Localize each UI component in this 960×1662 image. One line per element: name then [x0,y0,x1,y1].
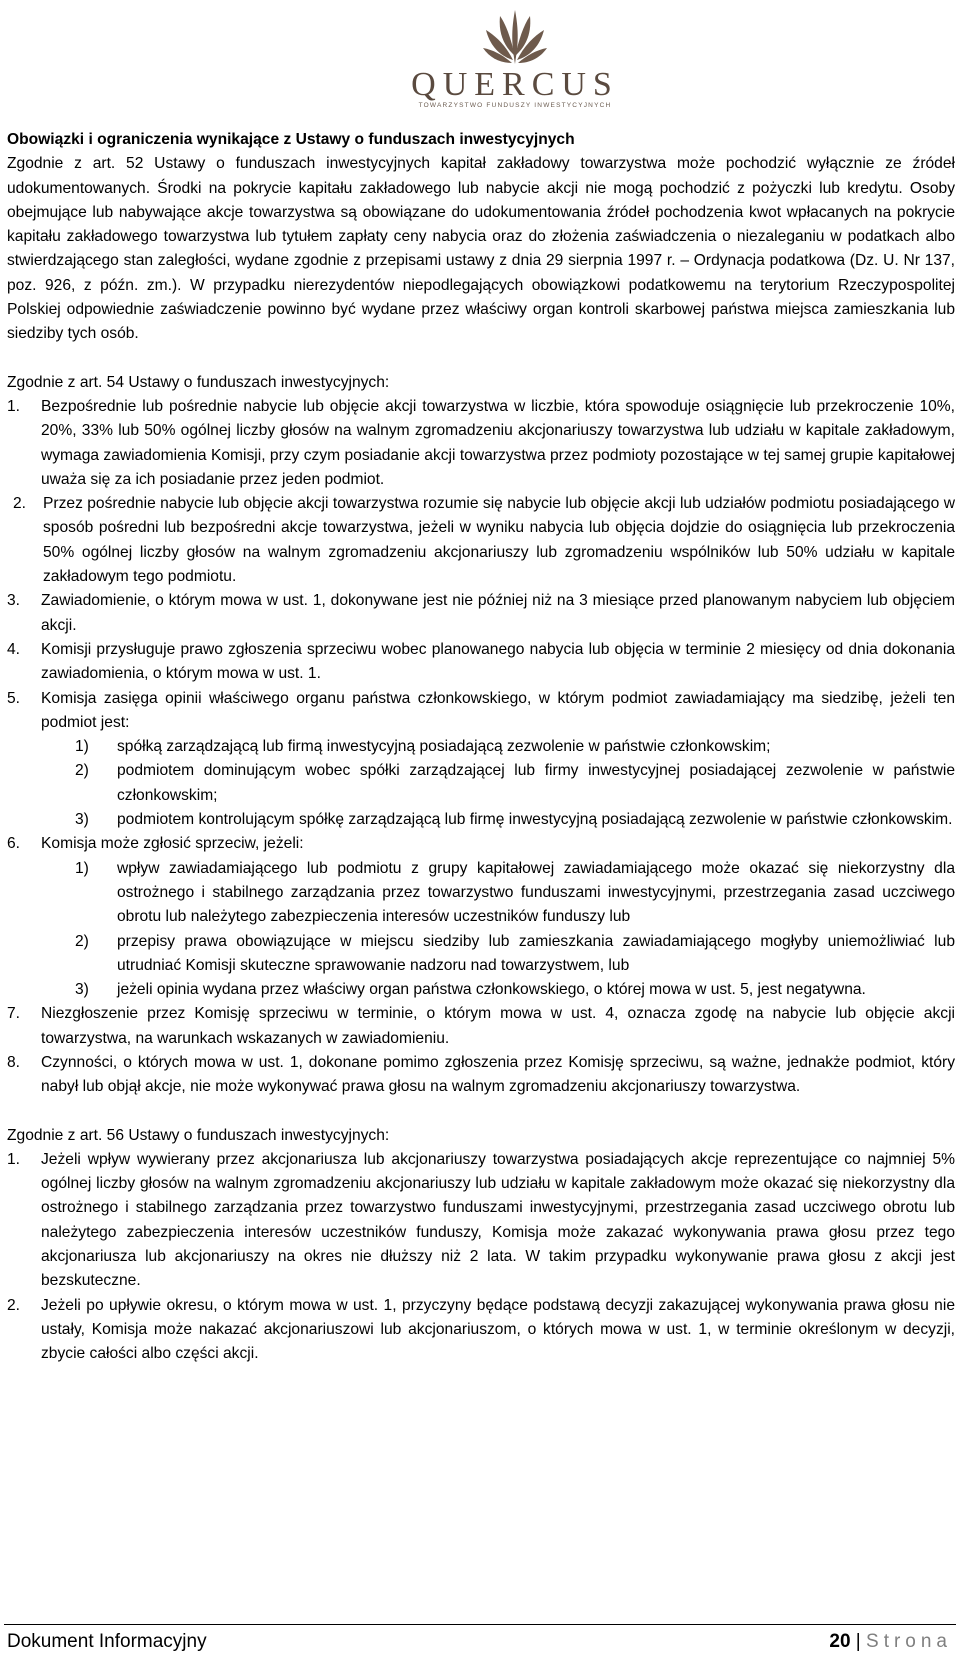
sub-list-item [7,808,955,832]
list-text: Zawiadomienie, o którym mowa w ust. 1, dokonywane jest nie później niż na 3 miesiące przed planowanym nabyciem lub objęciem akcji. [41,592,955,634]
list-item [7,1148,955,1294]
list-number: 1. [7,1150,21,1168]
page-label: Strona [866,1631,952,1652]
sub-list-number: 2) [75,762,89,780]
sub-list-number: 1) [75,859,89,877]
sub-list-item [7,735,955,759]
list-item [7,1002,955,1051]
sub-list-number: 1) [75,738,89,756]
list-text: Komisja może zgłosić sprzeciw, jeżeli: [41,835,304,853]
intro-paragraph: Zgodnie z art. 52 Ustawy o funduszach inwestycyjnych kapitał zakładowy towarzystwa może pochodzić wyłącznie ze źródeł udokumentowanych. Środki na pokrycie kapitału zakładowego lub nabycie akcji nie mogą pochodzić z pożyczki lub kredytu. Osoby obejmujące lub nabywające akcje towarzystwa są obowiązane do udokumentowania źródeł pochodzenia kwot wpłacanych na pokrycie kapitału zakładowego towarzystwa lub tytułem zapłaty ceny nabycia oraz do złożenia zaświadczenia o niezaleganiu w podatkach albo stwierdzającego stan zaległości, wydane zgodnie z przepisami ustawy z dnia 29 sierpnia 1997 r. – Ordynacja podatkowa (Dz. U. Nr 137, poz. 926, z późn. zm.). W przypadku nierezydentów niepodlegających obowiązkowi podatkowemu na terytorium Rzeczypospolitej Polskiej odpowiednie zaświadczenie powinno być wydane przez właściwy organ kontroli skarbowej państwa miejsca zamieszkania lub siedziby tych osób. [7,155,955,343]
list-number: 2. [7,1296,21,1314]
list-item [7,832,955,856]
list-item [7,492,955,589]
page-number: 20 [829,1631,851,1652]
list-text: Bezpośrednie lub pośrednie nabycie lub objęcie akcji towarzystwa w liczbie, która spowoduje osiągnięcie lub przekroczenie 10%, 20%, 33% lub 50% ogólnej liczby głosów na walnym zgromadzeniu akcjonariuszy towarzystwa lub udziału w kapitale zakładowym, wymaga zawiadomienia Komisji, przy czym posiadanie akcji towarzystwa przez podmioty pozostające w tej samej grupie kapitałowej uważa się za ich posiadanie przez jeden podmiot. [41,397,955,488]
sub-list-text: spółką zarządzającą lub firmą inwestycyjną posiadającą zezwolenie w państwie członkowskim; [117,738,771,756]
sub-list-text: podmiotem dominującym wobec spółki zarządzającej lub firmy inwestycyjnej posiadającej zezwolenie w państwie członkowskim; [117,762,955,804]
section-heading: Obowiązki i ograniczenia wynikające z Ustawy o funduszach inwestycyjnych [7,131,575,148]
list-number: 4. [7,640,21,658]
list-text: Jeżeli wpływ wywierany przez akcjonariusza lub akcjonariuszy towarzystwa posiadających akcje reprezentujące co najmniej 5% ogólnej liczby głosów na walnym zgromadzeniu akcjonariuszy lub udziału w kapitale zakładowym może okazać się niekorzystny dla ostrożnego i stabilnego zarządzania przez towarzystwo funduszami inwestycyjnymi, przestrzegania zasad uczciwego obrotu lub należytego zabezpieczenia interesów uczestników funduszy, Komisja może zakazać wykonywania prawa głosu przez tego akcjonariusza lub akcjonariuszy na okres nie dłuższy niż 2 lata. W takim przypadku wykonywanie prawa głosu z akcji jest bezskuteczne. [41,1150,955,1290]
footer-divider [4,1624,956,1625]
sub-list-item [7,978,955,1002]
company-logo [400,6,630,110]
logo-wordmark: QUERCUS [411,66,619,103]
list-text: Niezgłoszenie przez Komisję sprzeciwu w terminie, o którym mowa w ust. 4, oznacza zgodę na nabycie lub objęcie akcji towarzystwa, na warunkach wskazanych w zawiadomieniu. [41,1005,955,1047]
sub-list-item [7,857,955,930]
footer-document-name: Dokument Informacyjny [7,1631,207,1652]
sub-list-item [7,930,955,979]
list-text: Komisja zasięga opinii właściwego organu państwa członkowskiego, w którym podmiot zawiadamiający ma siedzibę, jeżeli ten podmiot jest: [41,689,955,731]
list-number: 1. [7,397,21,415]
list-text: Przez pośrednie nabycie lub objęcie akcji towarzystwa rozumie się nabycie lub objęcie akcji lub udziałów podmiotu posiadającego w sposób pośredni lub bezpośredni akcje towarzystwa, jeżeli w wyniku nabycia lub objęcia dojdzie do osiągnięcia lub przekroczenia 50% ogólnej liczby głosów na walnym zgromadzeniu akcjonariuszy lub zgromadzeniu wspólników lub 50% udziału w kapitale zakładowym tego podmiotu. [43,495,955,586]
list-number: 7. [7,1005,21,1023]
sub-list-text: wpływ zawiadamiającego lub podmiotu z grupy kapitałowej zawiadamiającego może okazać się niekorzystny dla ostrożnego i stabilnego zarządzania przez towarzystwo funduszami inwestycyjnymi, przestrzegania zasad uczciwego obrotu lub należytego zabezpieczenia interesów uczestników funduszy lub [117,859,955,926]
document-body [7,128,955,1367]
sub-list-number: 3) [75,811,89,829]
art54-title: Zgodnie z art. 54 Ustawy o funduszach inwestycyjnych: [7,373,390,391]
list-number: 8. [7,1053,21,1071]
list-item [7,1294,955,1367]
list-number: 3. [7,592,21,610]
sub-list-number: 2) [75,932,89,950]
oak-leaf-emblem-icon [480,6,550,66]
list-text: Jeżeli po upływie okresu, o którym mowa w ust. 1, przyczyny będące podstawą decyzji zakazującej wykonywania prawa głosu nie ustały, Komisja może nakazać akcjonariuszowi lub akcjonariuszom, o których mowa w ust. 1, w terminie określonym w decyzji, zbycie całości albo części akcji. [41,1296,955,1363]
list-text: Czynności, o których mowa w ust. 1, dokonane pomimo zgłoszenia przez Komisję sprzeciwu, są ważne, jednakże podmiot, który nabył lub objął akcje, nie może wykonywać prawa głosu na walnym zgromadzeniu akcjonariuszy towarzystwa. [41,1053,955,1096]
list-number: 6. [7,835,21,853]
list-item [7,687,955,736]
sub-list-item [7,759,955,808]
list-text: Komisji przysługuje prawo zgłoszenia sprzeciwu wobec planowanego nabycia lub objęcia w terminie 2 miesięcy od dnia dokonania zawiadomienia, o którym mowa w ust. 1. [41,640,955,683]
sub-list-text: podmiotem kontrolującym spółkę zarządzającą lub firmę inwestycyjną posiadającą zezwolenie w państwie członkowskim. [117,811,953,829]
sub-list-text: przepisy prawa obowiązujące w miejscu siedziby lub zamieszkania zawiadamiającego mogłyby uniemożliwiać lub utrudniać Komisji skuteczne sprawowanie nadzoru nad towarzystwem, lub [117,932,955,974]
list-item [7,638,955,687]
list-item [7,589,955,638]
footer-page-info [829,1631,952,1653]
list-item [7,1051,955,1100]
list-number: 2. [13,495,27,513]
list-item [7,395,955,492]
footer-separator: | [855,1631,861,1652]
sub-list-number: 3) [75,981,89,999]
sub-list-text: jeżeli opinia wydana przez właściwy organ państwa członkowskiego, o której mowa w ust. 5, jest negatywna. [117,981,866,999]
art56-title: Zgodnie z art. 56 Ustawy o funduszach inwestycyjnych: [7,1126,390,1144]
logo-tagline: TOWARZYSTWO FUNDUSZY INWESTYCYJNYCH [418,102,612,109]
list-number: 5. [7,689,21,707]
